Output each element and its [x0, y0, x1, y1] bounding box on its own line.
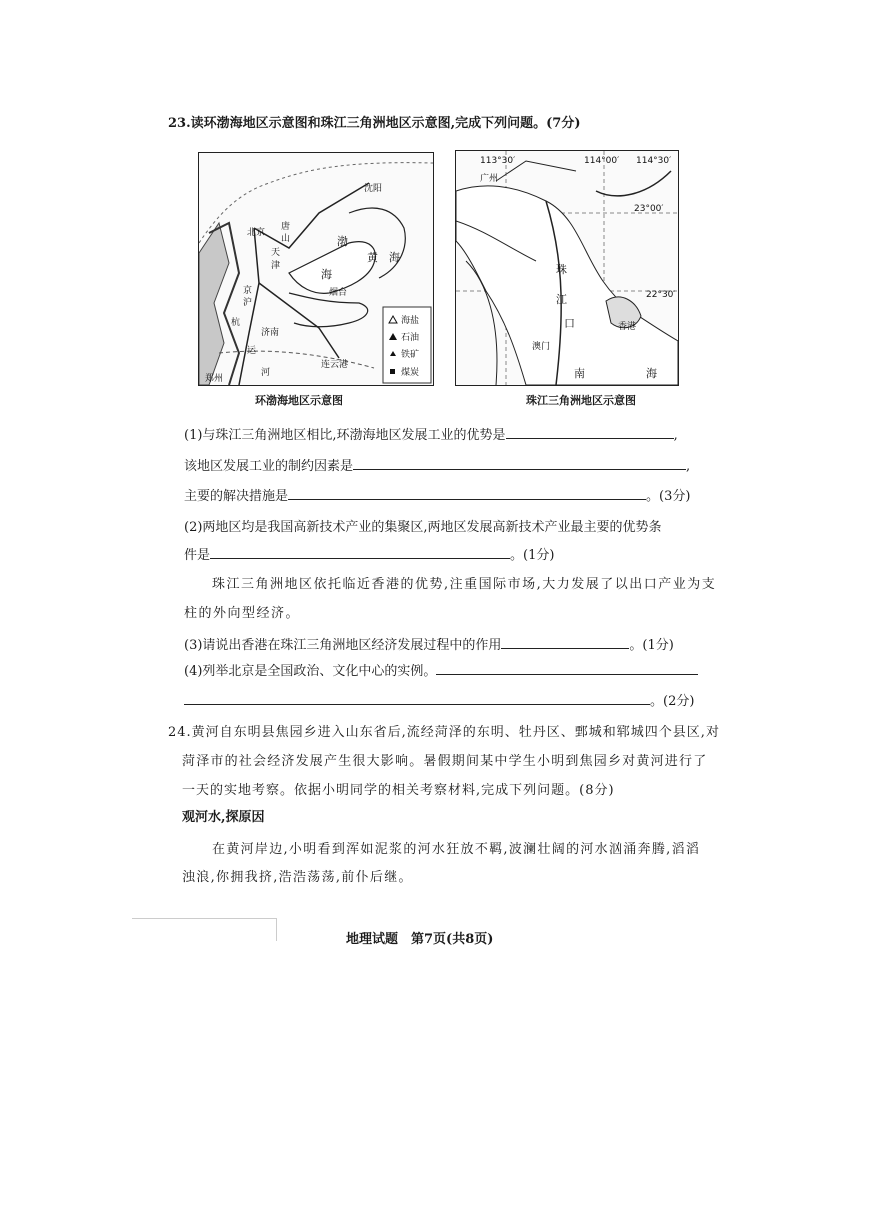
label-hai: 海 [321, 268, 332, 281]
score-1a: 。(1分) [510, 548, 555, 563]
label-guangzhou: 广州 [480, 174, 499, 184]
label-bo: 渤 [337, 235, 348, 248]
label-macau: 澳门 [532, 342, 551, 352]
coord-113-30: 113°30′ [480, 156, 516, 166]
label-beijing: 北京 [247, 228, 266, 238]
label-jiang: 江 [556, 293, 567, 306]
q24-heading: 观河水,探原因 [182, 810, 265, 825]
label-huang: 黄 [367, 251, 378, 264]
label-hai-south: 海 [646, 367, 657, 380]
label-hongkong: 香港 [618, 322, 637, 332]
q23-sub1-line-b [184, 455, 690, 474]
bohai-map-caption: 环渤海地区示意图 [255, 394, 343, 407]
answer-blank-1b[interactable] [353, 457, 686, 470]
legend-salt: 海盐 [401, 316, 420, 326]
comma-1: , [673, 428, 678, 443]
comma-2: , [686, 459, 691, 474]
page-footer: 地理试题 第7页(共8页) [346, 932, 494, 947]
question-23-title: 23.读环渤海地区示意图和珠江三角洲地区示意图,完成下列问题。(7分) [168, 116, 581, 131]
q24-line-2: 菏泽市的社会经济发展产生很大影响。暑假期间某中学生小明到焦园乡对黄河进行了 [182, 754, 708, 769]
coord-114-00: 114°00′ [584, 156, 620, 166]
answer-blank-1c[interactable] [288, 487, 646, 500]
q23-sub1-line-a [184, 424, 678, 443]
label-jin: 津 [271, 261, 281, 271]
answer-blank-1a[interactable] [506, 426, 674, 439]
label-lianyungang: 连云港 [321, 360, 349, 370]
score-1b: 。(1分) [629, 638, 674, 653]
scan-edge-line [132, 918, 277, 941]
pearl-river-para-b: 柱的外向型经济。 [184, 606, 301, 621]
pearl-river-para-a: 珠江三角洲地区依托临近香港的优势,注重国际市场,大力发展了以出口产业为支 [212, 577, 717, 592]
label-jing: 京 [243, 286, 253, 296]
q23-sub4-text: (4)列举北京是全国政治、文化中心的实例。 [184, 664, 437, 679]
answer-blank-4b[interactable] [184, 692, 650, 705]
q23-sub1-text-c: 主要的解决措施是 [184, 489, 289, 504]
legend-oil: 石油 [401, 333, 420, 343]
label-shan: 山 [281, 234, 291, 244]
map-legend [383, 307, 431, 383]
pearl-river-map-caption: 珠江三角洲地区示意图 [526, 394, 636, 407]
label-tian: 天 [271, 248, 281, 258]
answer-blank-2[interactable] [210, 546, 510, 559]
q23-sub2-text-b: 件是 [184, 548, 211, 563]
label-nan: 南 [574, 367, 585, 380]
q24-para-b: 浊浪,你拥我挤,浩浩荡荡,前仆后继。 [182, 870, 413, 885]
legend-iron: 铁矿 [401, 350, 420, 360]
q23-sub4-line-b [184, 690, 694, 709]
answer-blank-4a[interactable] [436, 662, 698, 675]
label-hai2: 海 [389, 251, 400, 264]
q23-sub4-line [184, 660, 698, 679]
coord-114-30: 114°30′ [636, 156, 672, 166]
score-3: 。(3分) [646, 489, 691, 504]
pearl-river-map-drawing [456, 151, 678, 385]
q24-para-a: 在黄河岸边,小明看到浑如泥浆的河水狂放不羁,波澜壮阔的河水汹涌奔腾,滔滔 [212, 842, 701, 857]
label-hang: 杭 [231, 318, 241, 328]
q23-sub3-text: (3)请说出香港在珠江三角洲地区经济发展过程中的作用 [184, 638, 502, 653]
label-kou: 口 [564, 317, 575, 330]
label-he: 河 [261, 368, 271, 378]
bohai-map-drawing [199, 153, 433, 385]
q24-line-1: 24.黄河自东明县焦园乡进入山东省后,流经菏泽的东明、牡丹区、鄄城和郓城四个县区,对 [168, 725, 720, 740]
coord-23-00: 23°00′ [634, 204, 664, 214]
score-2: 。(2分) [650, 694, 695, 709]
label-hu: 沪 [243, 298, 253, 308]
label-shenyang: 沈阳 [364, 184, 383, 194]
label-jinan: 济南 [261, 328, 280, 338]
answer-blank-3[interactable] [501, 636, 629, 649]
label-xuzhou: 郑州 [205, 374, 224, 384]
q23-sub2-text-a: (2)两地区均是我国高新技术产业的集聚区,两地区发展高新技术产业最主要的优势条 [184, 520, 662, 535]
q23-sub1-text-a: (1)与珠江三角洲地区相比,环渤海地区发展工业的优势是 [184, 428, 506, 443]
label-tang: 唐 [281, 222, 291, 232]
bohai-map [198, 152, 434, 386]
label-yantai: 烟台 [329, 288, 348, 298]
coord-22-30: 22°30′ [646, 290, 676, 300]
pearl-river-map [455, 150, 679, 386]
q23-sub1-text-b: 该地区发展工业的制约因素是 [184, 459, 354, 474]
legend-coal: 煤炭 [401, 368, 420, 378]
q23-sub3-line [184, 634, 674, 653]
q24-line-3: 一天的实地考察。依据小明同学的相关考察材料,完成下列问题。(8分) [182, 783, 615, 798]
label-yun: 运 [247, 346, 257, 356]
label-zhu: 珠 [556, 263, 567, 276]
q23-sub2-line-b [184, 544, 554, 563]
q23-sub1-line-c [184, 485, 690, 504]
